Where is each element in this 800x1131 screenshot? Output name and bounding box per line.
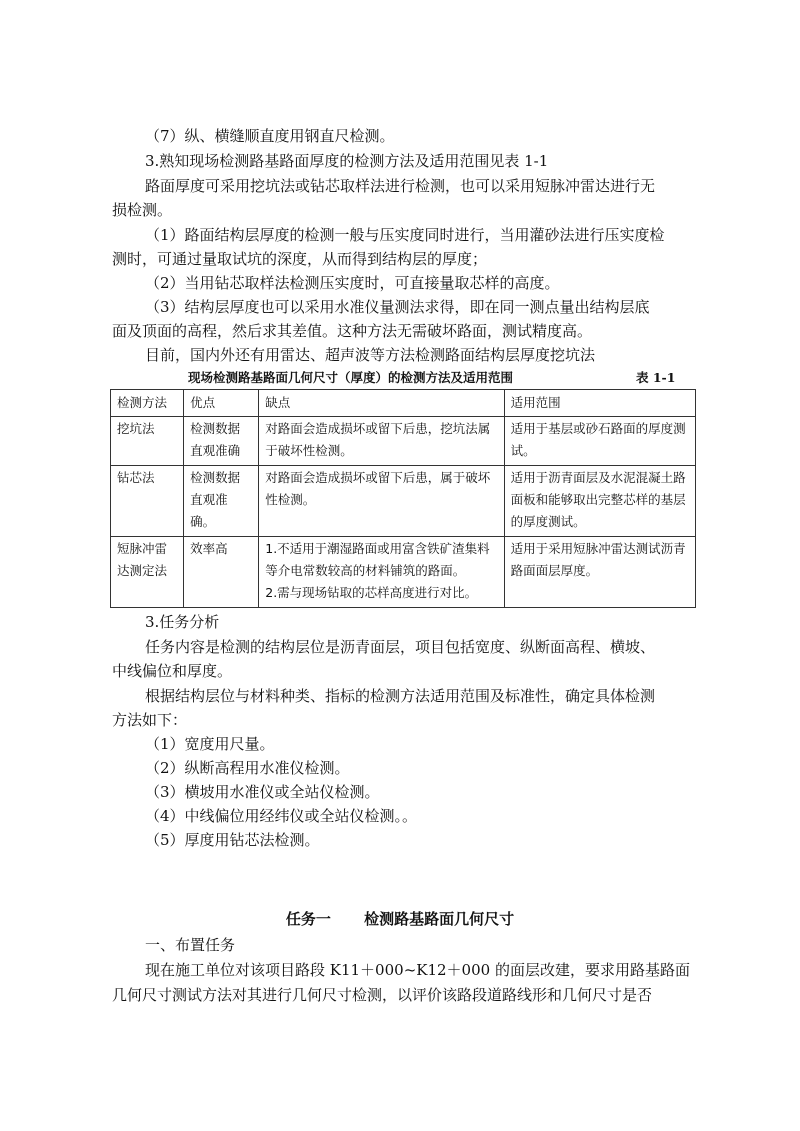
cell-scope: 适用于采用短脉冲雷达测试沥青路面面层厚度。 [504, 537, 695, 608]
disadvantage-item: 1.不适用于潮湿路面或用富含铁矿渣集料等介电常数较高的材料铺筑的路面。 [265, 541, 490, 578]
header-method: 检测方法 [111, 390, 184, 417]
cell-method: 钻芯法 [111, 466, 184, 537]
text-line: （2）纵断高程用水准仪检测。 [145, 759, 350, 777]
text-line: （4）中线偏位用经纬仪或全站仪检测。。 [145, 807, 418, 825]
text-line: 中线偏位和厚度。 [112, 662, 233, 680]
text-line: （3）横坡用水准仪或全站仪检测。 [145, 783, 380, 801]
text-line: 根据结构层位与材料种类、指标的检测方法适用范围及标准性，确定具体检测 [145, 687, 656, 705]
text-line: 方法如下： [112, 711, 188, 729]
cell-advantage: 检测数据直观准确。 [184, 466, 259, 537]
text-line: 一、布置任务 [145, 936, 236, 954]
cell-advantage: 检测数据直观准确 [184, 417, 259, 466]
section-heading-task: 任务一 [285, 910, 331, 928]
table-row [111, 537, 696, 608]
header-disadvantage: 缺点 [259, 390, 504, 417]
header-advantage: 优点 [184, 390, 259, 417]
text-line: 任务内容是检测的结构层位是沥青面层，项目包括宽度、纵断面高程、横坡、 [145, 638, 656, 656]
table-caption-number: 表 1-1 [636, 370, 676, 385]
table-row [111, 466, 696, 537]
text-line: 3.熟知现场检测路基路面厚度的检测方法及适用范围见表 1-1 [145, 152, 549, 170]
text-line: 3.任务分析 [145, 613, 220, 631]
text-line: 现在施工单位对该项目路段 K11＋000~K12＋000 的面层改建，要求用路基路面 [145, 961, 690, 979]
text-line: （7）纵、横缝顺直度用钢直尺检测。 [145, 127, 395, 145]
text-line: 损检测。 [112, 201, 173, 219]
cell-scope: 适用于基层或砂石路面的厚度测试。 [504, 417, 695, 466]
header-scope: 适用范围 [504, 390, 695, 417]
text-line: （1）路面结构层厚度的检测一般与压实度同时进行，当用灌砂法进行压实度检 [145, 226, 665, 244]
text-line: 面及顶面的高程，然后求其差值。这种方法无需破坏路面，测试精度高。 [112, 322, 593, 340]
text-line: 路面厚度可采用挖坑法或钻芯取样法进行检测，也可以采用短脉冲雷达进行无 [145, 177, 656, 195]
cell-advantage: 效率高 [184, 537, 259, 608]
disadvantage-item: 2.需与现场钻取的芯样高度进行对比。 [265, 585, 478, 600]
text-line: （1）宽度用尺量。 [145, 735, 275, 753]
cell-scope: 适用于沥青面层及水泥混凝土路面板和能够取出完整芯样的基层的厚度测试。 [504, 466, 695, 537]
text-line: （2）当用钻芯取样法检测压实度时，可直接量取芯样的高度。 [145, 274, 560, 292]
table-row [111, 417, 696, 466]
cell-disadvantage [259, 537, 504, 608]
cell-method: 短脉冲雷达测定法 [111, 537, 184, 608]
section-heading-title: 检测路基路面几何尺寸 [364, 910, 515, 928]
thickness-methods-table [110, 389, 696, 608]
table-caption-title: 现场检测路基路面几何尺寸（厚度）的检测方法及适用范围 [188, 370, 514, 385]
text-line: 测时，可通过量取试坑的深度，从而得到结构层的厚度； [112, 250, 488, 268]
section-heading [0, 908, 800, 929]
text-line: 目前，国内外还有用雷达、超声波等方法检测路面结构层厚度挖坑法 [145, 346, 596, 364]
cell-disadvantage: 对路面会造成损坏或留下后患，挖坑法属于破坏性检测。 [259, 417, 504, 466]
cell-disadvantage: 对路面会造成损坏或留下后患，属于破坏性检测。 [259, 466, 504, 537]
table-header-row [111, 390, 696, 417]
text-line: （5）厚度用钻芯法检测。 [145, 831, 320, 849]
text-line: （3）结构层厚度也可以采用水准仪量测法求得，即在同一测点量出结构层底 [145, 298, 650, 316]
text-line: 几何尺寸测试方法对其进行几何尺寸检测，以评价该路段道路线形和几何尺寸是否 [112, 986, 653, 1004]
cell-method: 挖坑法 [111, 417, 184, 466]
